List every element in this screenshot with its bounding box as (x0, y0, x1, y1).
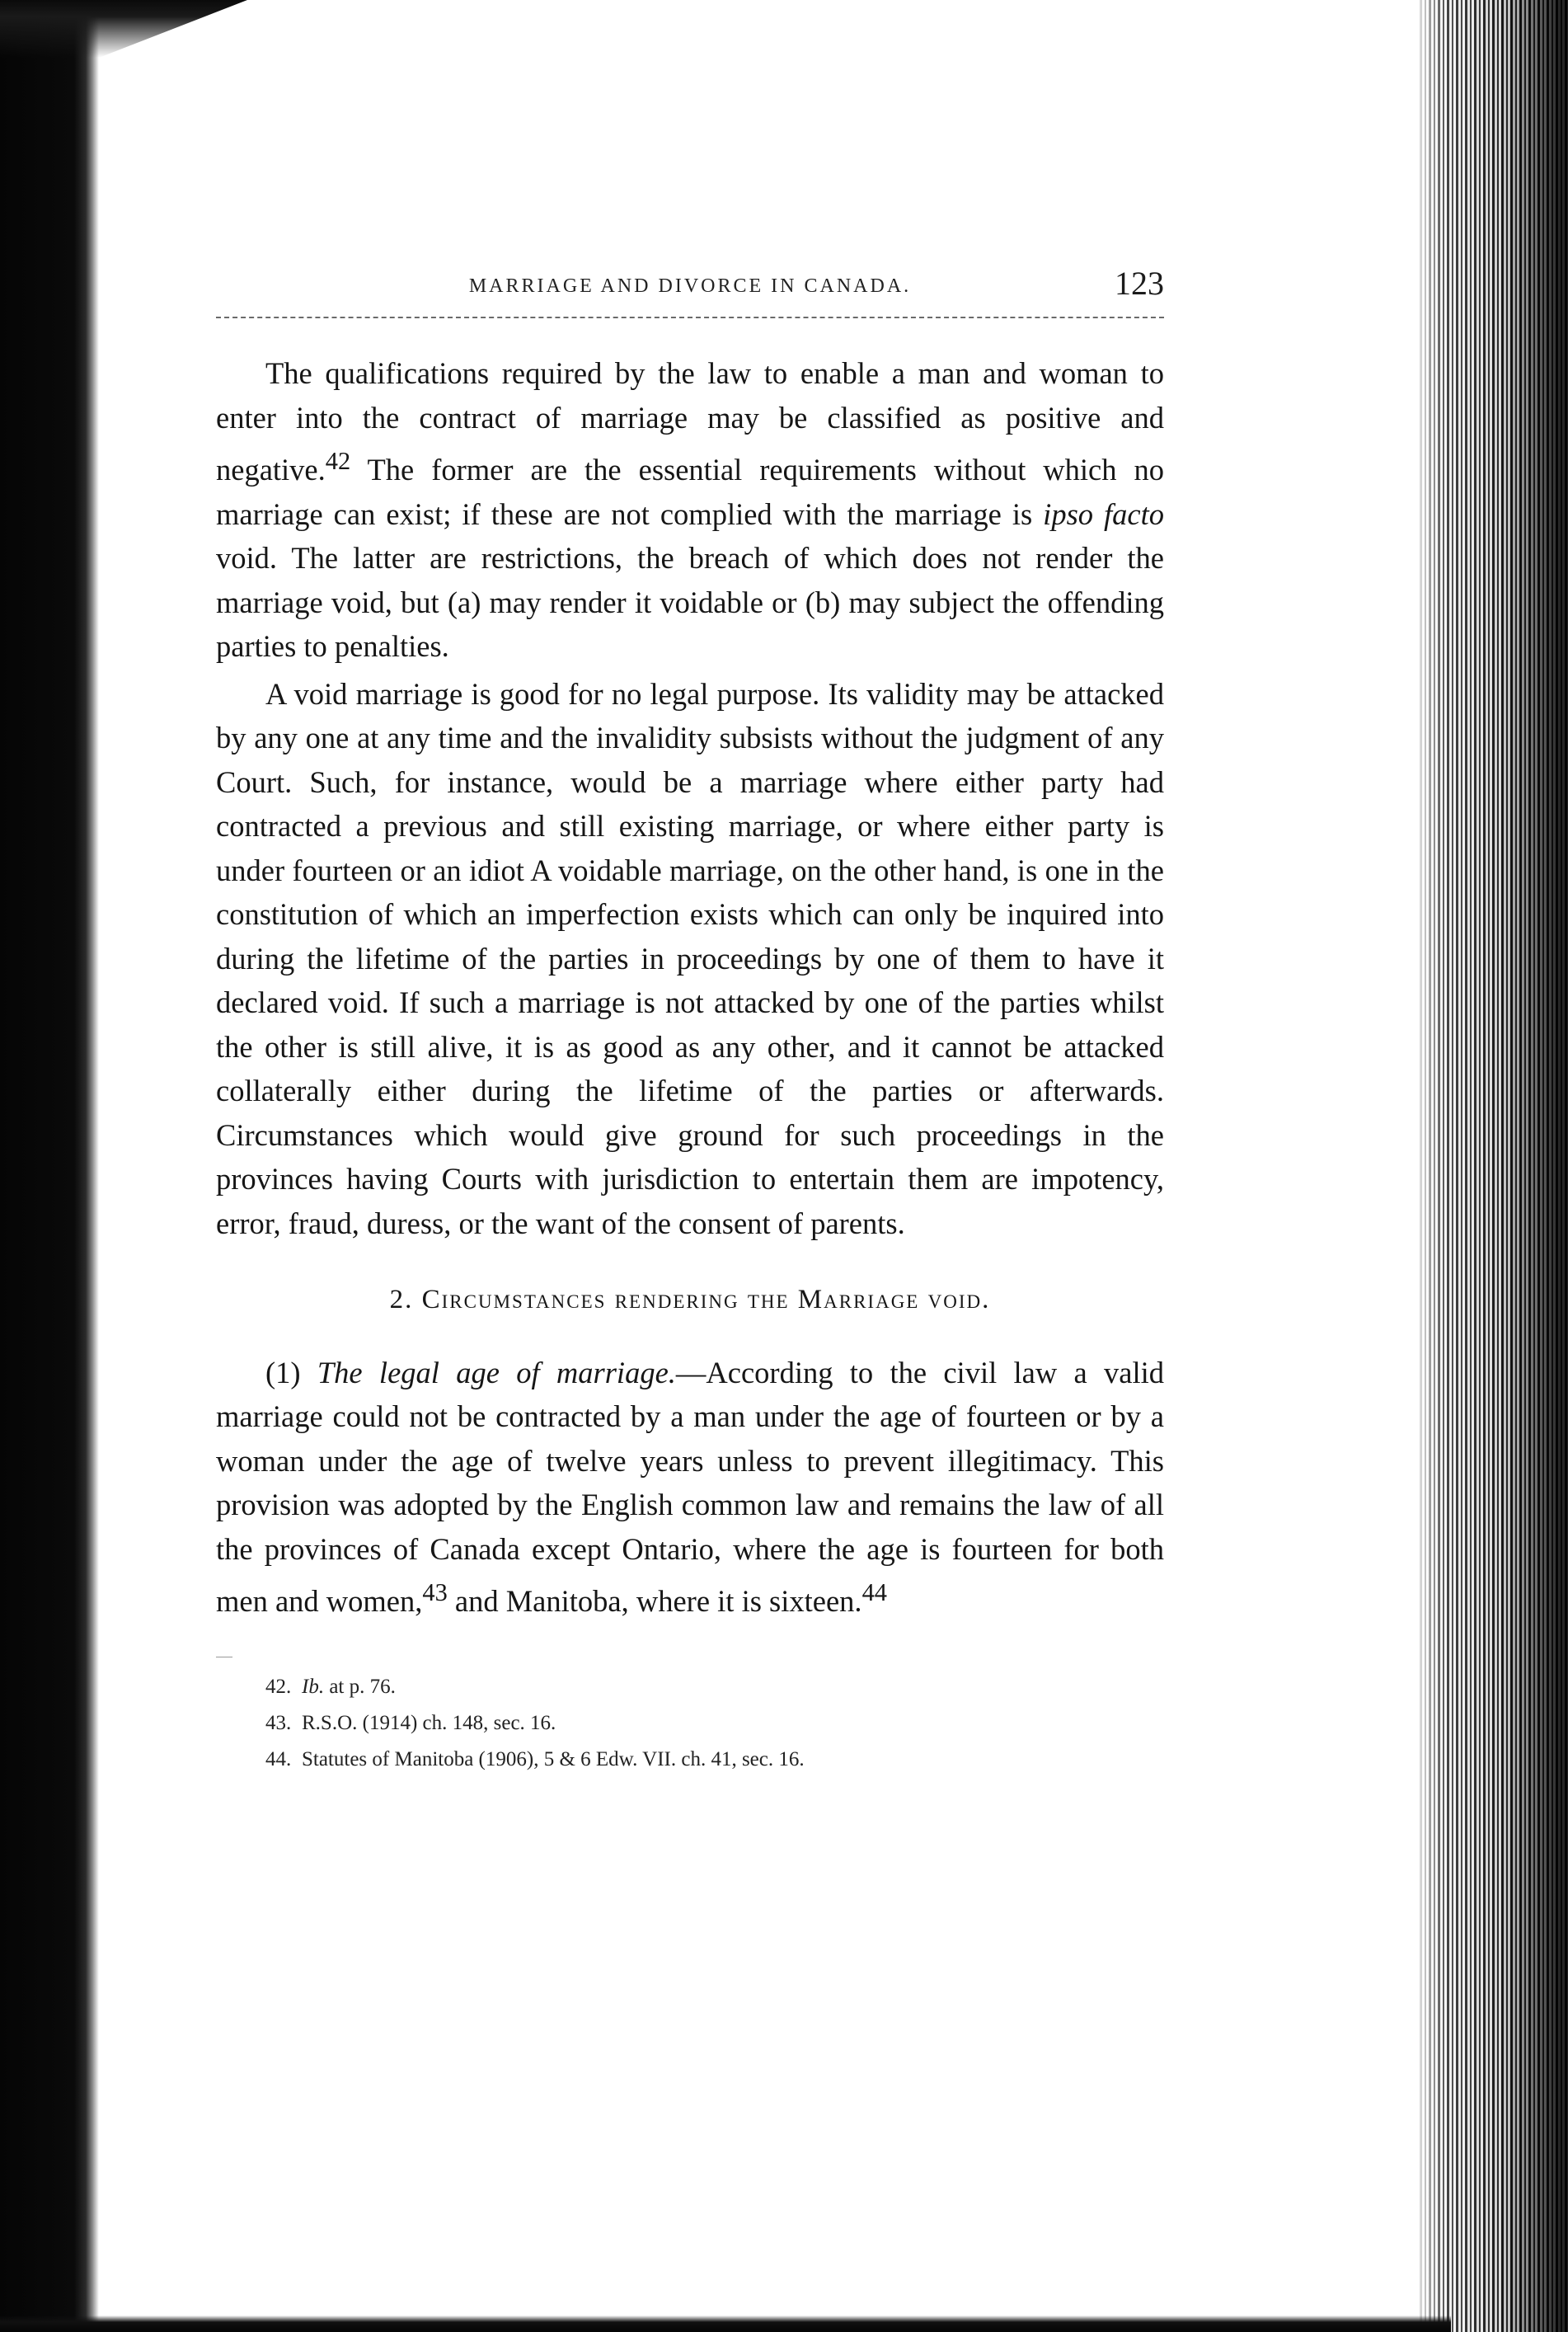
paragraph-text: The qualifications required by the law to enable a man and woman to enter into the contract of marriage may be classified as positive and negative. (216, 356, 1164, 487)
footnote-ref-43: 43 (422, 1578, 448, 1607)
footnote-42 (216, 1669, 1164, 1705)
body-text (216, 351, 1164, 1624)
header-rule (216, 317, 1164, 318)
footnote-number: 44. (265, 1747, 292, 1770)
paragraph-text: The former are the essential requirements without which no marriage can exist; if these are not complied with the marriage is (216, 453, 1164, 531)
footnote-number: 42. (265, 1675, 292, 1698)
paragraph-legal-age (216, 1351, 1164, 1624)
footnote-43 (216, 1705, 1164, 1742)
footnote-text: R.S.O. (1914) ch. 148, sec. 16. (302, 1711, 556, 1734)
footnote-ref-42: 42 (325, 447, 351, 475)
paragraph-text: void. The latter are restrictions, the breach of which does not render the marriage void, but (a) may render it voidable or (b) may subject the offending parties to penalties. (216, 541, 1164, 664)
footnote-text: Statutes of Manitoba (1906), 5 & 6 Edw. VII. ch. 41, sec. 16. (302, 1747, 805, 1770)
book-page (216, 264, 1164, 1778)
footnote-text: at p. 76. (324, 1675, 396, 1698)
footnote-italic: Ib. (302, 1675, 325, 1698)
section-heading: 2. Circumstances rendering the Marriage void. (389, 1285, 991, 1315)
footnote-number: 43. (265, 1711, 292, 1734)
footnotes (216, 1657, 1164, 1778)
paragraph-qualifications (216, 351, 1164, 669)
paragraph-void-marriage: A void marriage is good for no legal purpose. Its validity may be attacked by any one at any time and the invalidity subsists without the judgment of any Court. Such, for instance, would be a marriage where either party had contracted a previous and still existing marriage, or where either party is under fourteen or an idiot A voidable marriage, on the other hand, is one in the constitution of which an imperfection exists which can only be inquired into during the lifetime of the parties in proceedings by one of them to have it declared void. If such a marriage is not attacked by one of the parties whilst the other is still alive, it is as good as any other, and it cannot be attacked collaterally either during the lifetime of the parties or afterwards. Circumstances which would give ground for such proceedings in the provinces having Courts with jurisdiction to entertain them are impotency, error, fraud, duress, or the want of the consent of parents. (216, 676, 1164, 1240)
page-stack-shade (1420, 0, 1568, 2332)
page-number: 123 (1115, 265, 1164, 302)
running-title: MARRIAGE AND DIVORCE IN CANADA. (468, 275, 912, 297)
book-gutter-shadow (0, 0, 99, 2332)
paragraph-text: and Manitoba, where it is sixteen. (447, 1584, 862, 1619)
italic-phrase: ipso facto (1043, 496, 1164, 531)
footnote-ref-44: 44 (861, 1578, 887, 1607)
subsection-number: (1) (265, 1355, 317, 1389)
paragraph-text: —According to the civil law a valid marriage could not be contracted by a man under the age of fourteen or by a woman under the age of twelve years unless to prevent illegitimacy. This provision was adopted by the English common law and remains the law of all the provinces of Canada except Ontario, where the age is fourteen for both men and women, (216, 1355, 1165, 1619)
subsection-title: The legal age of marriage. (317, 1355, 676, 1389)
page-header (216, 264, 1164, 310)
bottom-scan-shadow (0, 2316, 1451, 2332)
footnote-44 (216, 1742, 1164, 1778)
scan-corner-shadow (0, 0, 247, 58)
